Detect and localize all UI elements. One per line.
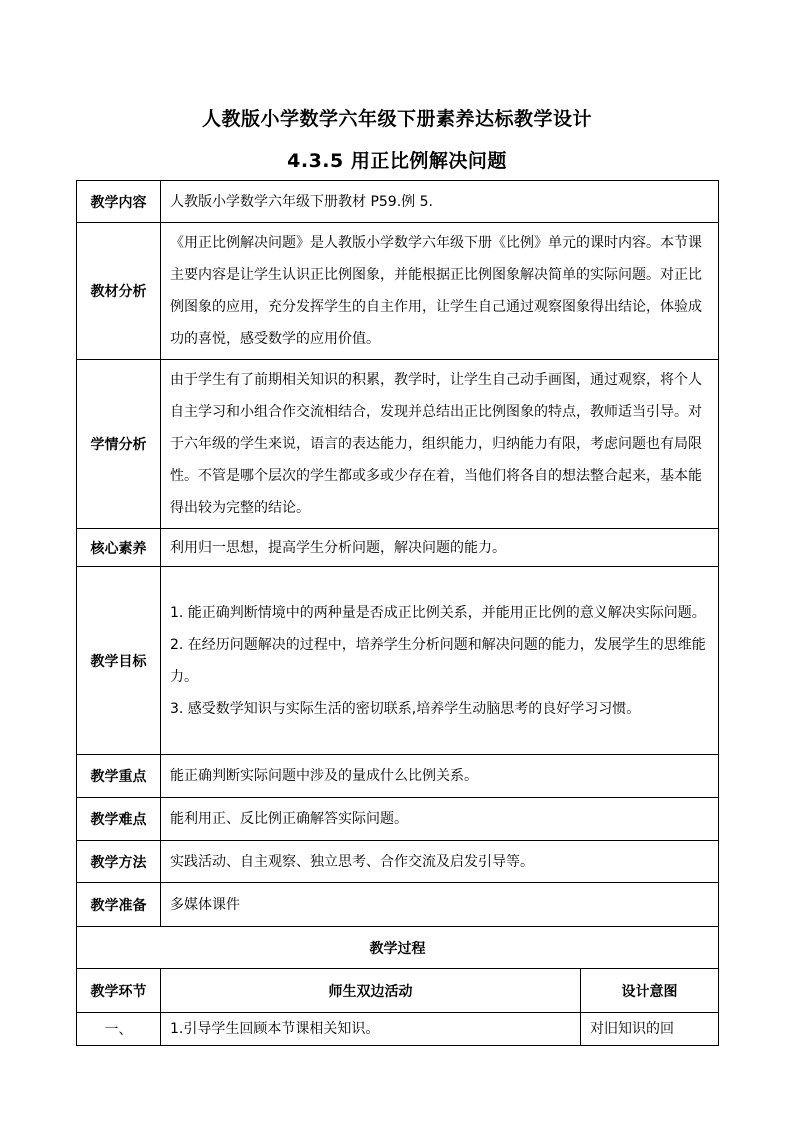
process-title: 教学过程 xyxy=(77,927,719,969)
value-difficulty: 能利用正、反比例正确解答实际问题。 xyxy=(161,798,719,841)
value-core-literacy: 利用归一思想，提高学生分析问题，解决问题的能力。 xyxy=(161,529,719,567)
step-activity: 1.引导学生回顾本节课相关知识。 xyxy=(161,1013,581,1046)
row-student-analysis xyxy=(77,360,719,529)
label-teaching-method: 教学方法 xyxy=(77,841,161,883)
goal-item: 1. 能正确判断情境中的两种量是否成正比例关系，并能用正比例的意义解决实际问题。 xyxy=(170,604,706,621)
page-title: 人教版小学数学六年级下册素养达标教学设计 xyxy=(201,108,592,130)
label-teaching-content: 教学内容 xyxy=(77,181,161,223)
value-teaching-content: 人教版小学数学六年级下册教材 P59.例 5. xyxy=(161,181,719,223)
goal-item: 3. 感受数学知识与实际生活的密切联系,培养学生动脑思考的良好学习习惯。 xyxy=(170,700,641,717)
row-teaching-method xyxy=(77,841,719,883)
value-preparation: 多媒体课件 xyxy=(161,883,719,927)
step-stage: 一、 xyxy=(77,1013,161,1046)
row-teaching-goals xyxy=(77,567,719,755)
header-stage: 教学环节 xyxy=(77,969,161,1013)
row-process-step xyxy=(77,1013,719,1046)
value-student-analysis: 由于学生有了前期相关知识的积累，教学时，让学生自己动手画图，通过观察，将个人自主学习和小组合作交流相结合，发现并总结出正比例图象的特点，教师适当引导。对于六年级的学生来说，语言的表达能力，组织能力，归纳能力有限，考虑问题也有局限性。不管是哪个层次的学生都或多或少存在着，当他们将各自的想法整合起来，基本能得出较为完整的结论。 xyxy=(161,360,719,529)
value-teaching-goals xyxy=(161,567,719,755)
label-material-analysis: 教材分析 xyxy=(77,223,161,360)
value-teaching-method: 实践活动、自主观察、独立思考、合作交流及启发引导等。 xyxy=(161,841,719,883)
label-core-literacy: 核心素养 xyxy=(77,529,161,567)
header-intent: 设计意图 xyxy=(581,969,719,1013)
label-difficulty: 教学难点 xyxy=(77,798,161,841)
row-preparation xyxy=(77,883,719,927)
header-activity: 师生双边活动 xyxy=(161,969,581,1013)
row-teaching-content xyxy=(77,181,719,223)
value-material-analysis: 《用正比例解决问题》是人教版小学数学六年级下册《比例》单元的课时内容。本节课主要内容是让学生认识正比例图象，并能根据正比例图象解决简单的实际问题。对正比例图象的应用，充分发挥学生的自主作用，让学生自己通过观察图象得出结论，体验成功的喜悦，感受数学的应用价值。 xyxy=(161,223,719,360)
value-key-point: 能正确判断实际问题中涉及的量成什么比例关系。 xyxy=(161,755,719,798)
row-difficulty xyxy=(77,798,719,841)
row-core-literacy xyxy=(77,529,719,567)
label-student-analysis: 学情分析 xyxy=(77,360,161,529)
lesson-plan-table xyxy=(76,180,719,1046)
page-subtitle: 4.3.5 用正比例解决问题 xyxy=(287,150,507,172)
goal-item: 2. 在经历问题解决的过程中，培养学生分析问题和解决问题的能力，发展学生的思维能力。 xyxy=(170,636,706,685)
step-intent: 对旧知识的回 xyxy=(581,1013,719,1046)
row-process-headers xyxy=(77,969,719,1013)
label-teaching-goals: 教学目标 xyxy=(77,567,161,755)
label-preparation: 教学准备 xyxy=(77,883,161,927)
label-key-point: 教学重点 xyxy=(77,755,161,798)
row-key-point xyxy=(77,755,719,798)
row-material-analysis xyxy=(77,223,719,360)
row-process-title xyxy=(77,927,719,969)
